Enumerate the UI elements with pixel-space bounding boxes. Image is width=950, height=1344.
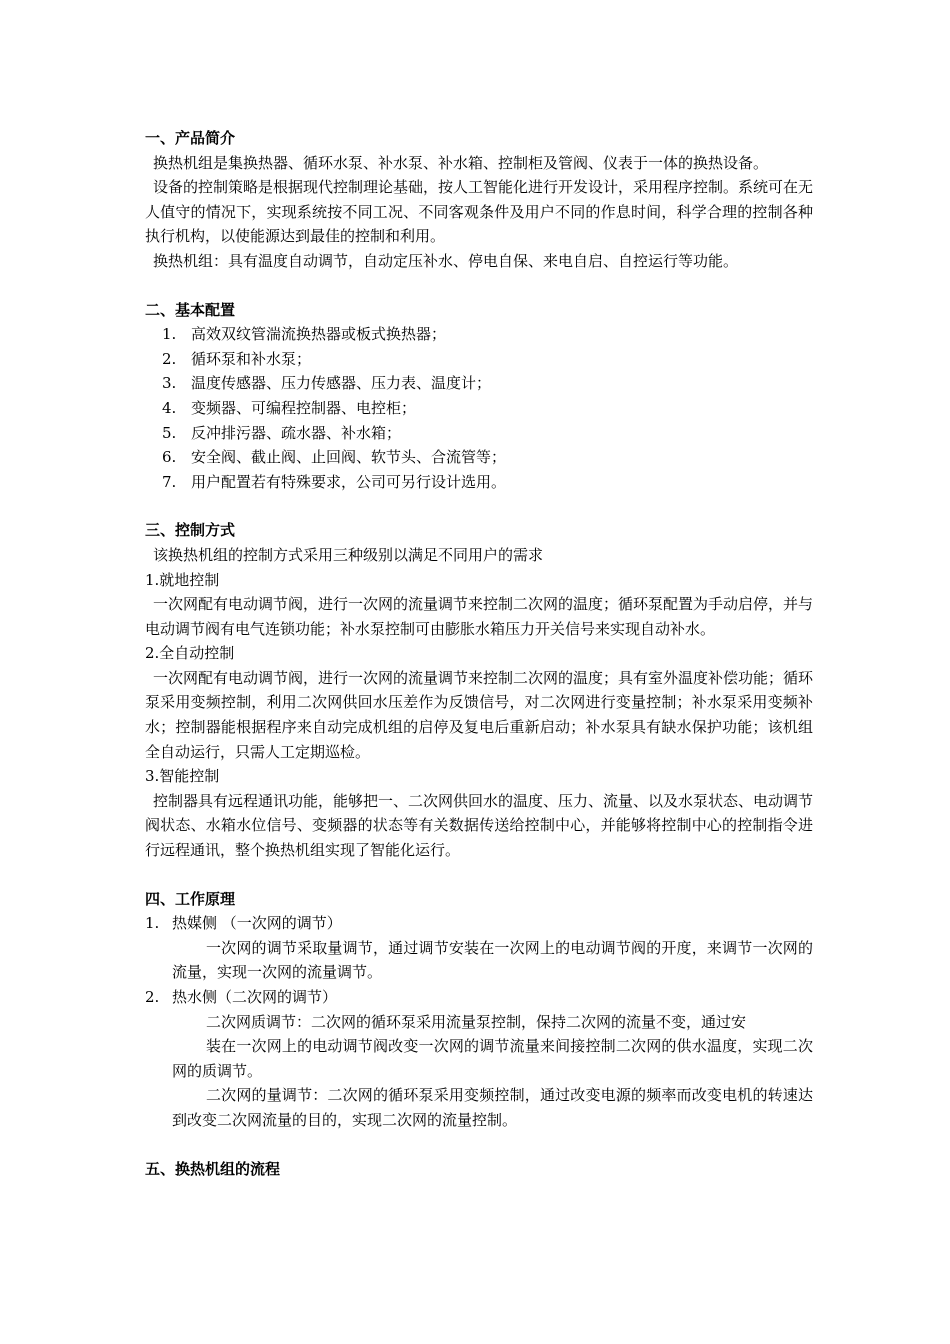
principle-item-2-body-b: 装在一次网上的电动调节阀改变一次网的调节流量来间接控制二次网的供水温度，实现二次网的质调节。 — [172, 1037, 813, 1080]
intro-paragraph-1: 换热机组是集换热器、循环水泵、补水泵、补水箱、控制柜及管阀、仪表于一体的换热设备。 — [153, 153, 769, 172]
document-body — [145, 126, 813, 1181]
list-item: 1. 高效双纹管湍流换热器或板式换热器； — [162, 325, 447, 344]
section-heading-control: 三、控制方式 — [145, 521, 236, 540]
list-item: 6. 安全阀、截止阀、止回阀、软节头、合流管等； — [162, 448, 507, 467]
list-item: 4. 变频器、可编程控制器、电控柜； — [162, 398, 417, 417]
spacer — [145, 274, 813, 298]
list-item: 5. 反冲排污器、疏水器、补水箱； — [162, 423, 402, 442]
section-heading-flow: 五、换热机组的流程 — [145, 1159, 281, 1178]
principle-item-2-body-a: 二次网质调节：二次网的循环泵采用流量泵控制，保持二次网的流量不变，通过安 — [206, 1012, 747, 1031]
control-intro: 该换热机组的控制方式采用三种级别以满足不同用户的需求 — [153, 545, 544, 564]
section-heading-intro: 一、产品简介 — [145, 129, 236, 147]
control-mode-3-title: 3.智能控制 — [145, 767, 220, 786]
config-list — [145, 322, 813, 494]
list-item: 2. 循环泵和补水泵； — [162, 349, 312, 368]
intro-paragraph-3: 换热机组：具有温度自动调节，自动定压补水、停电自保、来电自启、自控运行等功能。 — [153, 251, 739, 270]
principle-item-2-body-c: 二次网的量调节：二次网的循环泵采用变频控制，通过改变电源的频率而改变电机的转速达到改变二次网流量的目的，实现二次网的流量控制。 — [172, 1086, 813, 1129]
control-mode-1-title: 1.就地控制 — [145, 570, 220, 589]
spacer — [145, 1133, 813, 1157]
section-heading-principle: 四、工作原理 — [145, 889, 236, 908]
spacer — [145, 863, 813, 887]
control-mode-2-body: 一次网配有电动调节阀，进行一次网的流量调节来控制二次网的温度；具有室外温度补偿功能；循环泵采用变频控制，利用二次网供回水压差作为反馈信号，对二次网进行变量控制；补水泵采用变频补水；控制器能根据程序来自动完成机组的启停及复电后重新启动；补水泵具有缺水保护功能；该机组全自动运行，只需人工定期巡检。 — [145, 668, 814, 761]
list-item: 7. 用户配置若有特殊要求，公司可另行设计选用。 — [162, 472, 507, 491]
principle-item-2-title: 2. 热水侧（二次网的调节） — [145, 988, 338, 1006]
list-item: 3. 温度传感器、压力传感器、压力表、温度计； — [162, 374, 492, 393]
section-heading-config: 二、基本配置 — [145, 300, 236, 319]
control-mode-2-title: 2.全自动控制 — [145, 644, 235, 663]
principle-item-1-body: 一次网的调节采取量调节，通过调节安装在一次网上的电动调节阀的开度，来调节一次网的流量，实现一次网的流量调节。 — [172, 938, 813, 982]
principle-item-1-title: 1. 热媒侧 （一次网的调节） — [145, 914, 342, 933]
control-mode-3-body: 控制器具有远程通讯功能，能够把一、二次网供回水的温度、压力、流量、以及水泵状态、电动调节阀状态、水箱水位信号、变频器的状态等有关数据传送给控制中心，并能够将控制中心的控制指令进行远程通讯，整个换热机组实现了智能化运行。 — [145, 791, 814, 860]
control-mode-1-body: 一次网配有电动调节阀，进行一次网的流量调节来控制二次网的温度；循环泵配置为手动启停，并与电动调节阀有电气连锁功能；补水泵控制可由膨胀水箱压力开关信号来实现自动补水。 — [145, 595, 814, 638]
intro-paragraph-2: 设备的控制策略是根据现代控制理论基础，按人工智能化进行开发设计，采用程序控制。系统可在无人值守的情况下，实现系统按不同工况、不同客观条件及用户不同的作息时间，科学合理的控制各种执行机构，以使能源达到最佳的控制和利用。 — [145, 178, 814, 246]
spacer — [145, 494, 813, 518]
